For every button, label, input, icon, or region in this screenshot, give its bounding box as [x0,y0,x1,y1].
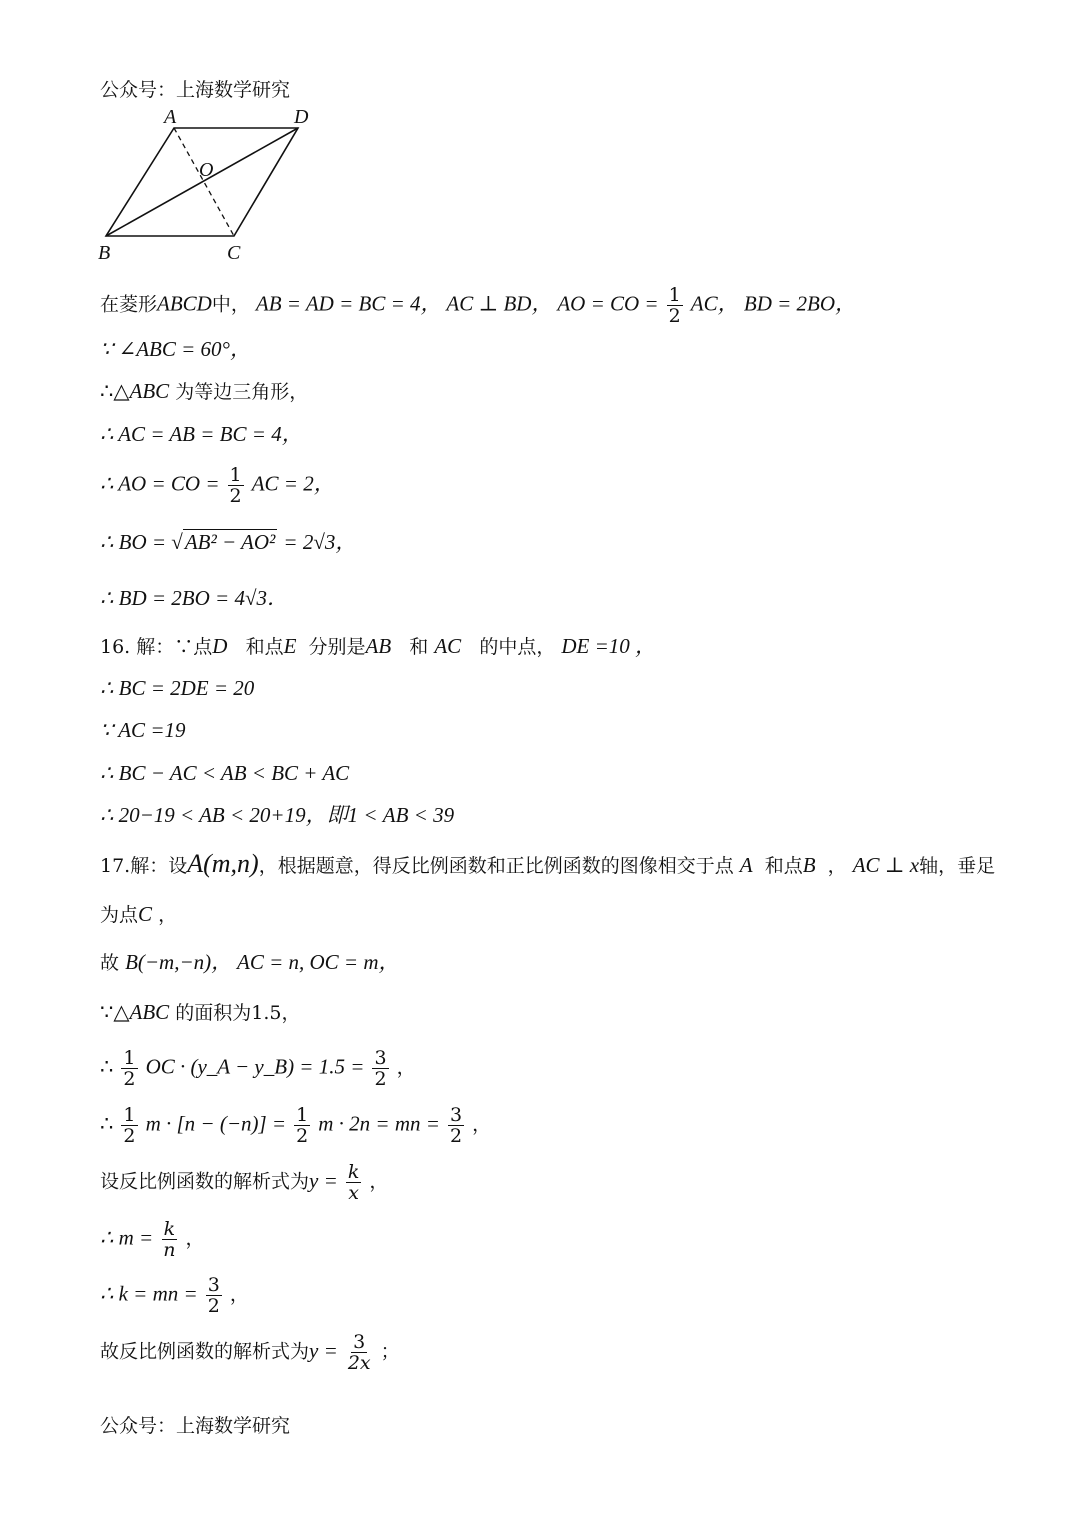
q16-line-5: ∴ 20−19 < AB < 20+19，即1 < AB < 39 [100,803,455,827]
q16-line-1: 16. 解：∵点D 和点E 分别是AB 和 AC 的中点， DE =10 ， [100,634,657,658]
diagonal-bd [106,128,298,236]
fraction: $\frac{1}{2}$ [229,464,242,507]
diagonal-ac [174,128,234,236]
q17-line-7: 设反比例函数的解析式为y = $\frac{k}{x}$ ， [100,1161,389,1204]
label-d: D [294,106,309,128]
q17-line-2: 为点C ， [100,902,178,926]
q17-line-4: ∵△ABC 的面积为1.5， [100,1000,301,1024]
fraction: $\frac{1}{2}$ [668,284,681,327]
line-rhombus: 在菱形ABCD中， AB = AD = BC = 4， AC ⊥ BD， AO = CO = $\frac{1}{2}$ AC， BD = 2BO， [100,284,857,327]
label-a: A [164,106,177,128]
q17-line-3: 故 B(−m,−n)， AC = n, OC = m， [100,950,400,974]
q17-line-10: 故反比例函数的解析式为y = $\frac{3}{2x}$ ； [100,1331,400,1374]
q17-line-8: ∴ m = $\frac{k}{n}$ ， [100,1218,205,1261]
q17-line-6: ∴ $\frac{1}{2}$ m · [n − (−n)] = $\frac{1}{2}$ m · 2n = mn = $\frac{3}{2}$ ， [100,1104,492,1147]
label-c: C [227,242,241,264]
line-equilateral: ∴△ABC 为等边三角形， [100,379,309,403]
line-angle: ∵ ∠ABC = 60°， [100,337,251,361]
line-ac: ∴ AC = AB = BC = 4， [100,422,303,446]
q17-line-9: ∴ k = mn = $\frac{3}{2}$ ， [100,1274,249,1317]
watermark-bottom: 公众号：上海数学研究 [100,1415,291,1437]
line-ao: ∴ AO = CO = $\frac{1}{2}$ AC = 2， [100,464,335,507]
line-bo: ∴ BO = √AB² − AO² = 2√3， [100,530,357,554]
line-bd: ∴ BD = 2BO = 4√3． [100,586,288,610]
q17-line-5: ∴ $\frac{1}{2}$ OC · (y_A − y_B) = 1.5 = $\frac{3}{2}$ ， [100,1047,416,1090]
rhombus-diagram [92,104,332,264]
q16-line-3: ∵ AC =19 [100,718,186,742]
q16-line-4: ∴ BC − AC < AB < BC + AC [100,761,350,785]
label-b: B [98,242,111,264]
label-o: O [199,159,214,181]
q16-line-2: ∴ BC = 2DE = 20 [100,676,255,700]
q17-line-1: 17.解：设A(m,n)，根据题意，得反比例函数和正比例函数的图像相交于点 A 和点B ， AC ⊥ x轴，垂足 [100,849,996,878]
watermark-top: 公众号：上海数学研究 [100,79,291,101]
